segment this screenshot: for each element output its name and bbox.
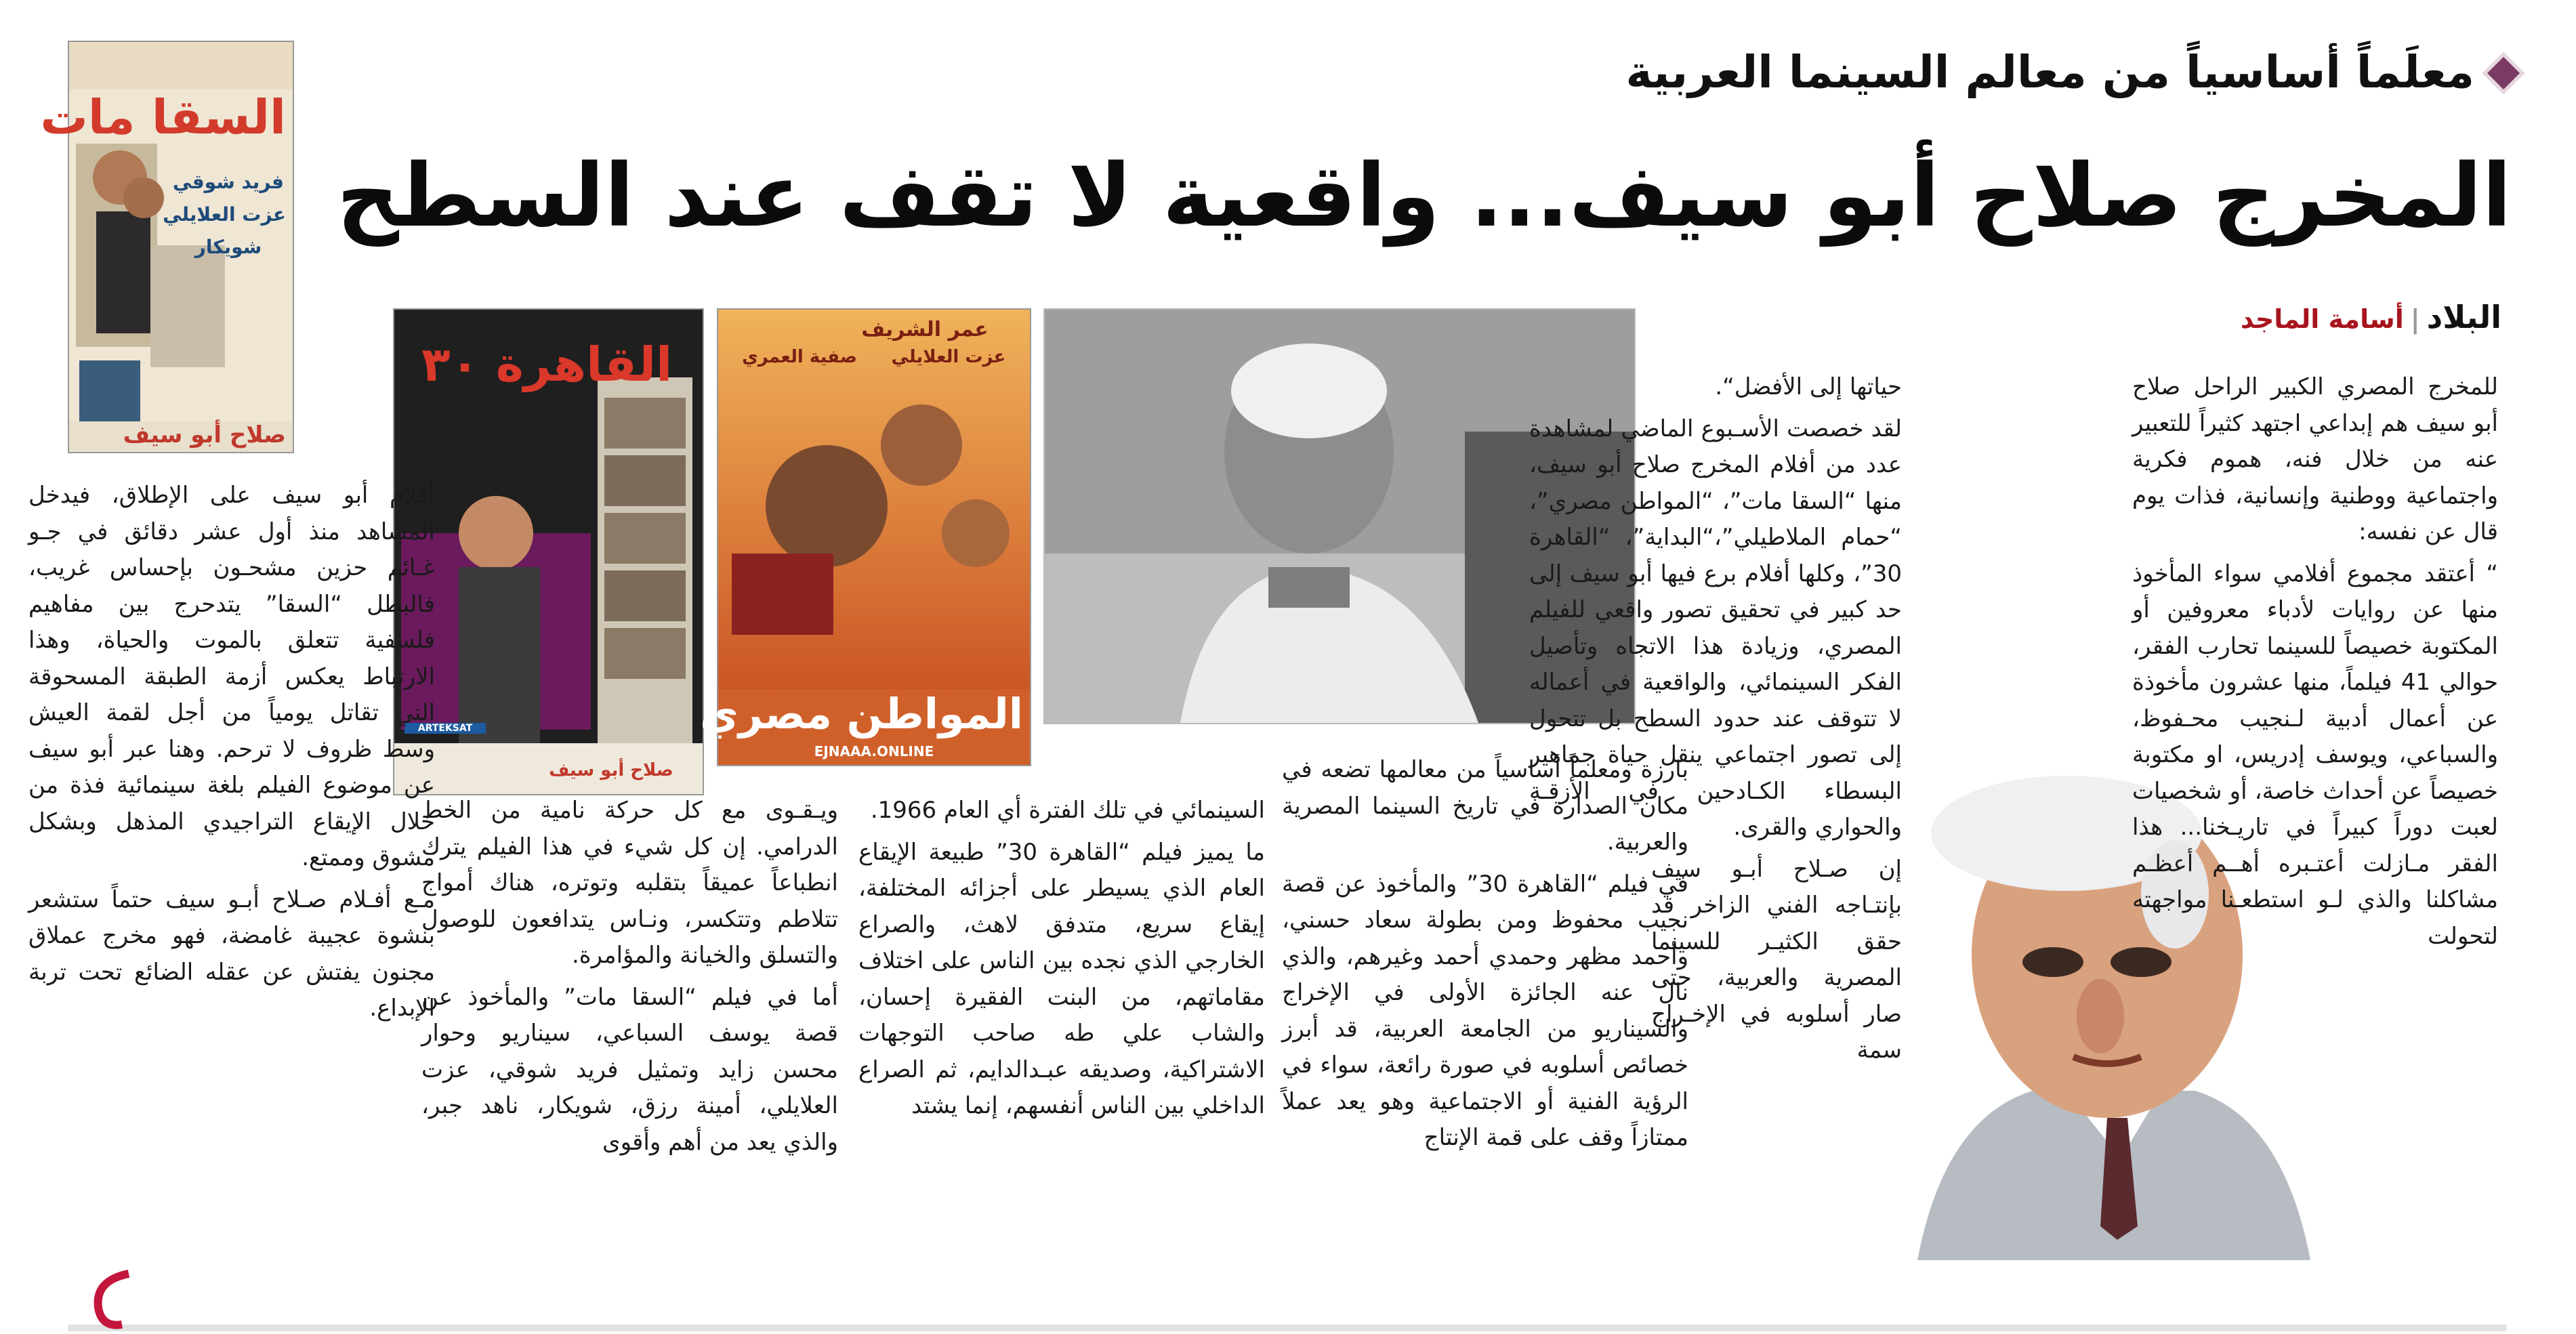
paragraph: أفلام أبو سيف على الإطلاق، فيدخل المشاهد منذ أول عشر دقائق في جـو غـائم حزين مشحـون بإحساس غريب، فالبطل “السقا” يتدحرج بين مفاهيم فلسفية تتعلق بالموت والحياة، وهذا الارتباط يعكس أزمة الطبقة المسحوقة التي تقاتل يومياً من أجل لقمة العيش وسط ظروف لا ترحم. وهنا عبر أبو سيف عن موضوع الفيلم بلغة سينمائية فذة من خلال الإيقاع التراجيدي المذهل وبشكل مشوق وممتع.	[28, 482, 435, 871]
poster-cairo30-title: القاهرة ٣٠	[421, 337, 673, 392]
poster-saqqamat-cast-3: شويكار	[194, 236, 262, 258]
paragraph: في فيلم “القاهرة 30” والمأخوذ عن قصة نجيب محفوظ ومن بطولة سعاد حسني، وأحمد مظهر وحمدي أحمد وغيرهم، والذي نال عنه الجائزة الأولى في الإخراج والسيناريو من الجامعة العربية، قد أبرز خصائص أسلوبه في صورة رائعة، سواء في الرؤية الفنية أو الاجتماعية وهو يعد عملاً ممتازاً وقف على قمة الإنتاج	[1282, 870, 1688, 1151]
byline	[2241, 298, 2501, 338]
kicker-bullet-icon	[2482, 52, 2525, 94]
paragraph: “ أعتقد مجموع أفلامي سواء المأخوذ منها عن روايات لأدباء معروفين أو المكتوبة خصيصاً للسينما تحارب الفقر، حوالي 41 فيلماً، منها عشرون مأخوذة عن أعمال أدبية لـنجيب محـفوظ، والسباعي، ويوسف إدريس، او مكتوبة خصيصاً عن أحداث خاصة، أو شخصيات لعبت دوراً كبيراً في تاريـخنا... هذا الفقر مـازلت أعتـبره أهــم أعظـم مشاكلنا والذي لـو استطعـنا مواجهته لتحولت	[2132, 560, 2498, 950]
paragraph: إن صـلاح أبـو سيف بإنتـاجه الفني الزاخر قد حقق الكثيـر للسينما المصرية والعربية، حتى صار أسلوبه في الإخـراج سمة	[1651, 855, 1902, 1064]
publication-logo: البلاد	[2426, 299, 2501, 335]
poster-citizen-title: المواطن مصري	[700, 689, 1023, 738]
headline: المخرج صلاح أبو سيف... واقعية لا تقف عند السطح	[336, 146, 2512, 247]
byline-separator: |	[2410, 304, 2420, 334]
article-column-4	[858, 793, 1265, 1130]
paragraph: مـع أفـلام صـلاح أبـو سيف حتماً ستشعر بنشوة عجيبة غامضة، فهو مخرج عملاق مجنون يفتش عن عقله الضائع تحت تربة الإبداع.	[28, 885, 435, 1022]
poster-citizen-cast-2: عزت العلايلي	[891, 347, 1006, 367]
poster-cairo30-badge: ARTEKSAT	[404, 723, 486, 734]
page-ornament-icon	[81, 1267, 142, 1331]
article-column-1	[2132, 369, 2498, 960]
poster-saqqamat-cast-1: فريد شوقي	[173, 171, 284, 193]
poster-citizen-cast-3: صفية العمري	[741, 347, 858, 367]
paragraph: حياتها إلى الأفضل“.	[1715, 373, 1902, 400]
poster-citizen-watermark: EJNAAA.ONLINE	[814, 743, 934, 759]
paragraph: بارزة ومعلماً أساسياً من معالمها تضعه في مكان الصدارة في تاريخ السينما المصرية والعربية.	[1282, 756, 1688, 856]
footer-bar	[68, 1325, 2507, 1331]
poster-saqqamat-cast-2: عزت العلايلي	[163, 203, 286, 226]
poster-saqqamat-title: السقا مات	[40, 89, 286, 145]
poster-saqqamat	[40, 41, 294, 453]
paragraph: ويـقـوى مع كل حركة نامية من الخط الدرامي. إن كل شيء في هذا الفيلم يترك انطباعاً عميقاً بتقلبه وتوتره، هناك أمواج تتلاطم وتتكسر، ونـاس يتدافعون للوصول والتسلق والخيانة والمؤامرة.	[421, 797, 838, 969]
article-column-3	[1282, 752, 1688, 1162]
kicker: معلَماً أساسياً من معالم السينما العربية	[1625, 46, 2474, 98]
poster-citizen-cast-1: عمر الشريف	[861, 318, 989, 341]
paragraph: السينمائي في تلك الفترة أي العام 1966.	[870, 797, 1265, 824]
poster-cairo30	[393, 308, 704, 795]
poster-cairo30-director: صلاح أبو سيف	[549, 760, 673, 780]
paragraph: للمخرج المصري الكبير الراحل صلاح أبو سيف هم إبداعي اجتهد كثيراً للتعبير عنه من خلال فنه، هموم فكرية واجتماعية ووطنية وإنسانية، فذات يوم قال عن نفسه:	[2132, 373, 2498, 545]
poster-saqqamat-director: صلاح أبو سيف	[123, 421, 286, 449]
paragraph: لقد خصصت الأسـبوع الماضي لمشاهدة عدد من أفلام المخرج صلاح أبو سيف، منها “السقا مات”، “المواطن مصري”، “حمام الملاطيلي”،“البداية”، “القاهرة 30”، وكلها أفلام برع فيها أبو سيف إلى حد كبير في تحقيق تصور واقعي للفيلم المصري، وزيادة هذا الاتجاه وتأصيل الفكر السينمائي، والواقعية في أعماله لا تتوقف عند حدود السطح بل تتحول إلى تصور اجتماعي ينقل حياة جماهير البسطاء الكـادحين في الأزقـة والحواري والقرى.	[1529, 415, 1902, 841]
article-column-5	[421, 793, 838, 1166]
paragraph: أما في فيلم “السقا مات” والمأخوذ عن قصة يوسف السباعي، سيناريو وحوار محسن زايد وتمثيل فريد شوقي، عزت العلايلي، أمينة رزق، شويكار، ناهد جبر، والذي يعد من أهم وأقوى	[421, 983, 838, 1156]
article-column-6	[28, 478, 435, 1033]
poster-citizen	[700, 308, 1031, 766]
paragraph: ما يميز فيلم “القاهرة 30” طبيعة الإيقاع العام الذي يسيطر على أجزائه المختلفة، إيقاع سريع، متدفق لاهث، والصراع الخارجي الذي نجده بين الناس على اختلاف مقاماتهم، من البنت الفقيرة إحسان، والشاب علي طه صاحب التوجهات الاشتراكية، وصديقه عبـدالدايم، ثم الصراع الداخلي بين الناس أنفسهم، إنما يشتد	[858, 838, 1265, 1119]
author-name: أسامة الماجد	[2240, 304, 2404, 334]
